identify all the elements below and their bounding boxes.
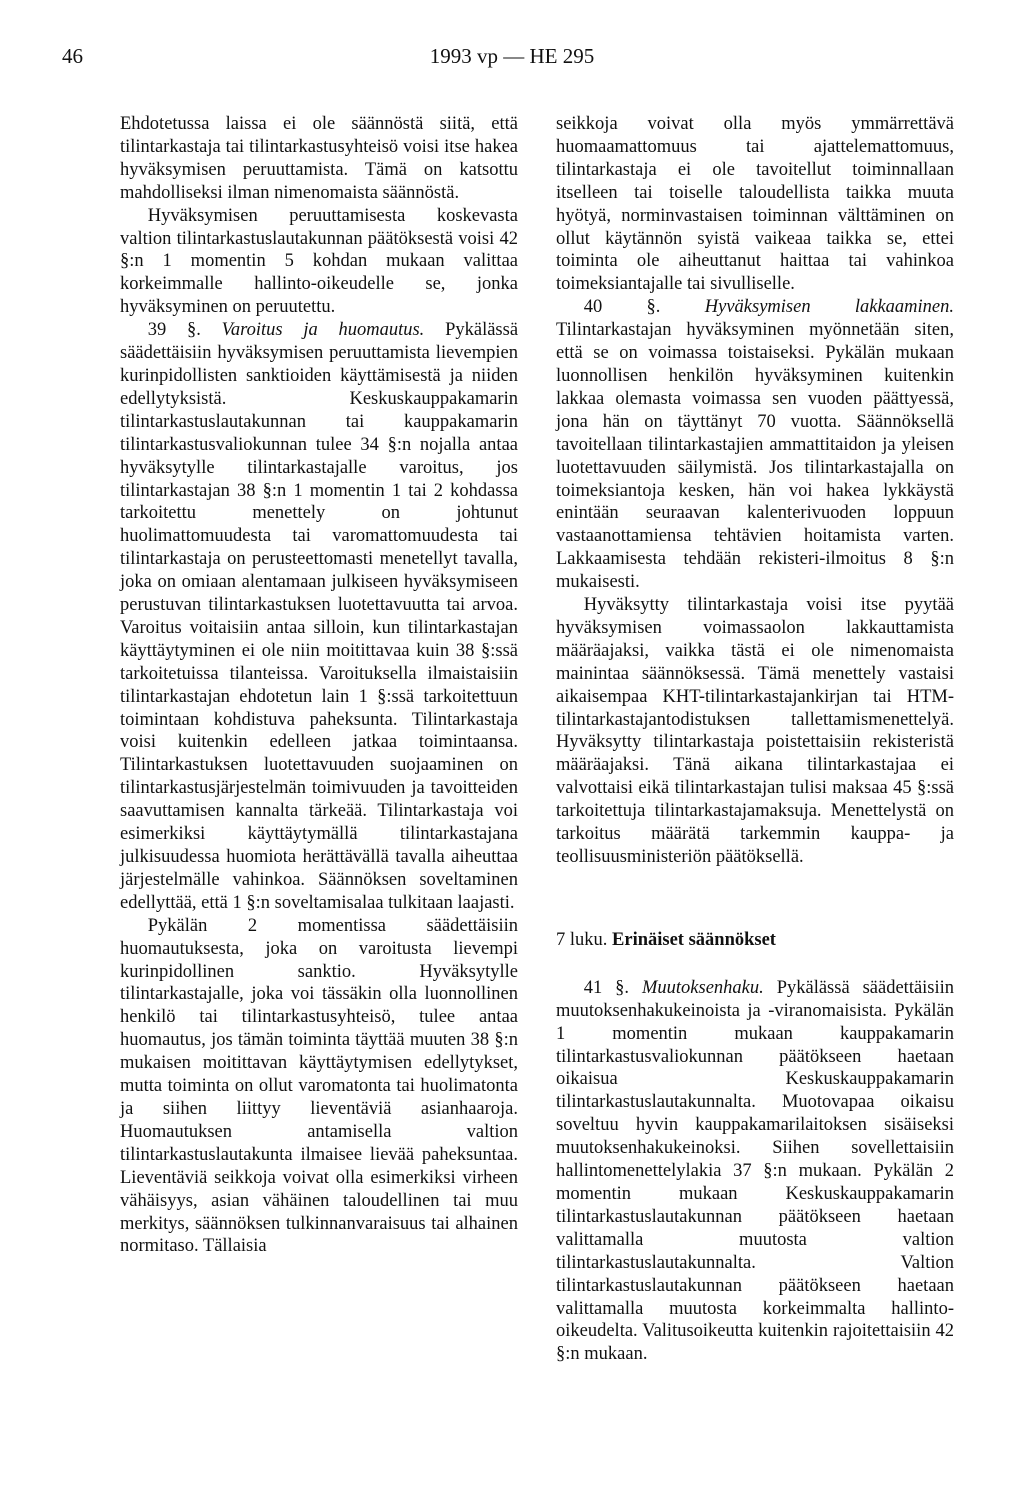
left-column [120,113,518,1258]
section-title: Varoitus ja huomautus. [221,320,425,341]
paragraph: Ehdotetussa laissa ei ole säännöstä siitä, että tilintarkastaja tai tilintarkastusyhteisö voisi itse hakea hyväksymisen peruuttamista. Tämä on katsottu mahdolliseksi ilman nimenomaista säännöstä. [120,114,518,203]
paragraph: Hyväksymisen peruuttamisesta koskevasta valtion tilintarkastuslautakunnan päätöksestä voisi 42 §:n 1 momentin 5 kohdan mukaan valittaa korkeimmalle hallinto-oikeudelle se, jonka hyväksyminen on peruutettu. [120,205,518,318]
page-header [0,44,1024,74]
section-39-paragraph [120,319,518,915]
chapter-heading [556,929,954,952]
page-number: 46 [62,44,83,68]
paragraph: Pykälän 2 momentissa säädettäisiin huomautuksesta, joka on varoitusta lievempi kurinpidollinen sanktio. Hyväksytylle tilintarkastajalle, joka voi tässäkin olla luonnollinen henkilö tai tilintarkastusyhteisö, tulee antaa huomautus, jos tämän toiminta täyttää muuten 38 §:n mukaisen moitittavan käyttäytymisen edellytykset, mutta toiminta on ollut varomatonta tai huolimatonta ja siihen liittyy lieventäviä asianhaaroja. Huomautuksen antamisella valtion tilintarkastuslautakunta ilmaisee lievää paheksuntaa. Lieventäviä seikkoja voivat olla esimerkiksi virheen vähäisyys, asian vähäinen taloudellinen tai muu merkitys, säännöksen tulkinnanvaraisuus tai alhainen normitaso. Tällaisia [120,915,518,1257]
section-title: Muutoksenhaku. [642,977,764,998]
section-title: Hyväksymisen lakkaaminen. [704,297,955,318]
chapter-number: 7 luku. [556,929,608,950]
section-text: Tilintarkastajan hyväksyminen myönnetään siten, että se on voimassa toistaiseksi. Pykälän mukaan luonnollisen henkilön hyväksyminen kuitenkin lakkaa olemasta voimassa sen vuoden päättyessä, jona hän on täyttänyt 70 vuotta. Säännöksellä tavoitellaan tilintarkastajien ammattitaidon ja yleisen luotettavuuden säilymistä. Jos tilintarkastajalla on toimeksiantoja kesken, hän voi hakea lykkäystä enintään seuraavan kalenterivuoden loppuun vastaanottamiensa tehtävien hoitamista varten. Lakkaamisesta tehdään rekisteri-ilmoitus 8 §:n mukaisesti. [556,320,954,593]
chapter-title: Erinäiset säännökset [612,929,776,950]
paragraph: seikkoja voivat olla myös ymmärrettävä huomaamattomuus tai ajattelemattomuus, tilintarkastaja ei ole tavoitellut toiminnallaan itselleen tai toiselle taloudellista taikka muuta hyötyä, norminvastaisen toiminnan välttäminen on ollut käytännön syistä vaikeaa taikka se, ettei toiminta ole aiheuttanut haittaa tai vahinkoa toimeksiantajalle tai sivulliselle. [556,114,954,295]
section-text: Pykälässä säädettäisiin muutoksenhakukeinoista ja -viranomaisista. Pykälän 1 momentin mukaan kauppakamarin tilintarkastusvaliokunnan päätökseen haetaan oikaisua Keskuskauppakamarin tilintarkastuslautakunnalta. Muotovapaa oikaisu soveltuu hyvin kauppakamarilaitoksen sisäiseksi muutoksenhakukeinoksi. Siihen sovellettaisiin hallintomenettelylakia 37 §:n mukaan. Pykälän 2 momentin mukaan Keskuskauppakamarin tilintarkastuslautakunnan päätökseen haetaan valittamalla muutosta valtion tilintarkastuslautakunnalta. Valtion tilintarkastuslautakunnan päätökseen haetaan valittamalla muutosta korkeimmalta hallinto-oikeudelta. Valitusoikeutta kuitenkin rajoitettaisiin 42 §:n mukaan. [556,977,955,1365]
right-column [556,113,954,1366]
section-41-paragraph [556,977,954,1366]
section-40-paragraph [556,296,954,594]
section-number: 39 §. [147,320,201,341]
paragraph: Hyväksytty tilintarkastaja voisi itse pyytää hyväksymisen voimassaolon lakkauttamista määräajaksi, vaikka tästä ei ole nimenomaista mainintaa säännöksessä. Tämä menettely vastaisi aikaisempaa KHT-tilintarkastajankirjan tai HTM-tilintarkastajantodistuksen tallettamismenettelyä. Hyväksytty tilintarkastaja poistettaisiin rekisteristä määräajaksi. Tänä aikana tilintarkastajaa ei valvottaisi eikä tilintarkastajan tulisi maksaa 45 §:ssä tarkoitettuja tilintarkastajamaksuja. Menettelystä on tarkoitus määrätä tarkemmin kauppa- ja teollisuusministeriön päätöksellä. [556,595,954,867]
section-text: Pykälässä säädettäisiin hyväksymisen peruuttamista lievempien kurinpidollisten sanktioiden käyttämisestä ja niiden edellytyksistä. Keskuskauppakamarin tilintarkastuslautakunnan tai kauppakamarin tilintarkastusvaliokunnan tulee 34 §:n nojalla antaa hyväksytylle tilintarkastajalle varoitus, jos tilintarkastajan 38 §:n 1 momentin 1 tai 2 kohdassa tarkoitettu menettely on johtunut huolimattomuudesta tai varomattomuudesta tai tilintarkastaja on perusteettomasti menetellyt tavalla, joka on omiaan alentamaan julkiseen hyväksymiseen perustuvan tilintarkastuksen luotettavuutta tai arvoa. Varoitus voitaisiin antaa silloin, kun tilintarkastajan käyttäytyminen ei ole niin moitittavaa kuin 38 §:ssä tarkoitetuissa tilanteissa. Varoituksella ilmaistaisiin tilintarkastajan ehdotetun lain 1 §:ssä tarkoitettuun toimintaan kohdistuva paheksunta. Tilintarkastaja voisi kuitenkin edelleen jatkaa toimintaansa. Tilintarkastuksen luotettavuuden suojaaminen on tilintarkastusjärjestelmän toimivuuden ja tavoitteiden saavuttamisen kannalta tärkeää. Tilintarkastaja voi esimerkiksi käyttäytymällä tilintarkastajana julkisuudessa huomiota herättävällä tavalla aiheuttaa järjestelmälle vahinkoa. Säännöksen soveltaminen edellyttää, että 1 §:n soveltamisalaa tulkitaan laajasti. [120,320,519,913]
section-number: 40 §. [583,297,661,318]
running-title: 1993 vp — HE 295 [429,44,595,68]
section-number: 41 §. [583,977,630,998]
